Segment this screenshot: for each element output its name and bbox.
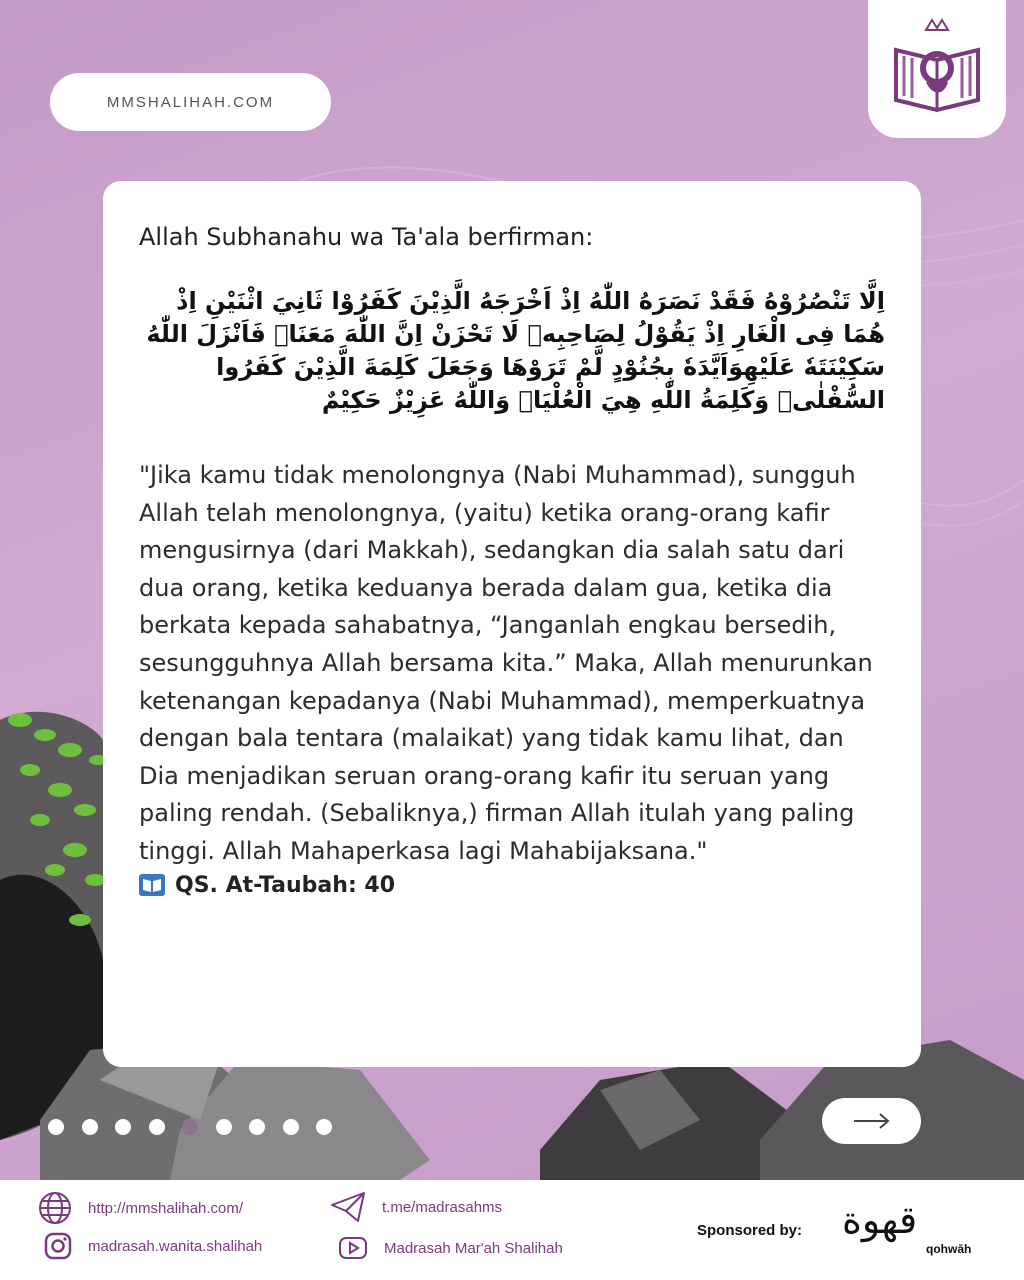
footer-website[interactable] xyxy=(38,1191,243,1225)
next-slide-button[interactable] xyxy=(822,1098,921,1144)
footer-telegram-label: t.me/madrasahms xyxy=(382,1198,503,1216)
verse-card xyxy=(103,181,921,1067)
footer-youtube-label: Madrasah Mar'ah Shalihah xyxy=(384,1239,563,1257)
carousel-dot[interactable] xyxy=(182,1119,198,1135)
instagram-icon xyxy=(44,1232,72,1260)
logo-book-icon xyxy=(882,10,992,120)
footer-instagram[interactable] xyxy=(44,1232,262,1260)
footer-youtube[interactable] xyxy=(338,1236,563,1260)
carousel-dot[interactable] xyxy=(149,1119,165,1135)
carousel-dot[interactable] xyxy=(283,1119,299,1135)
carousel-dot[interactable] xyxy=(115,1119,131,1135)
intro-text: Allah Subhanahu wa Ta'ala berfirman: xyxy=(139,223,594,251)
open-book-icon xyxy=(139,874,165,896)
sponsored-by-label: Sponsored by: xyxy=(697,1222,803,1239)
footer-instagram-label: madrasah.wanita.shalihah xyxy=(88,1237,263,1255)
carousel-dot[interactable] xyxy=(249,1119,265,1135)
telegram-icon xyxy=(330,1191,366,1223)
footer-telegram[interactable] xyxy=(330,1191,502,1223)
sponsor-logo-latin: qohwāh xyxy=(926,1242,972,1256)
youtube-icon xyxy=(338,1236,368,1260)
arabic-verse: اِلَّا تَنْصُرُوْهُ فَقَدْ نَصَرَهُ اللّٰهُ اِذْ اَخْرَجَهُ الَّذِيْنَ كَفَرُوْا ثَانِيَ اثْنَيْنِ اِذْ هُمَا فِى الْغَارِ اِذْ يَقُوْلُ لِصَاحِبِهٖ لَا تَحْزَنْ اِنَّ اللّٰهَ مَعَنَاۚ فَاَنْزَلَ اللّٰهُ سَكِيْنَتَهٗ عَلَيْهِوَاَيَّدَهٗ بِجُنُوْدٍ لَّمْ تَرَوْهَا وَجَعَلَ كَلِمَةَ الَّذِيْنَ كَفَرُوا السُّفْلٰىۗ وَكَلِمَةُ اللّٰهِ هِيَ الْعُلْيَاۗ وَاللّٰهُ عَزِيْزٌ حَكِيْمٌ xyxy=(146,287,885,414)
carousel-dot[interactable] xyxy=(82,1119,98,1135)
sponsor-logo xyxy=(828,1198,978,1264)
website-pill-label: MMSHALIHAH.COM xyxy=(106,93,275,111)
website-pill[interactable] xyxy=(50,73,331,131)
footer-website-label: http://mmshalihah.com/ xyxy=(88,1199,244,1217)
globe-icon xyxy=(38,1191,72,1225)
brand-logo xyxy=(868,0,1006,138)
carousel-dot[interactable] xyxy=(316,1119,332,1135)
verse-translation: "Jika kamu tidak menolongnya (Nabi Muhammad), sungguh Allah telah menolongnya, (yaitu) ketika orang-orang kafir mengusirnya (dari Makkah), sedangkan dia salah satu dari dua orang, ketika keduanya berada dalam gua, ketika dia berkata kepada sahabatnya, “Janganlah engkau bersedih, sesungguhnya Allah bersama kita.” Maka, Allah menurunkan ketenangan kepadanya (Nabi Muhammad), memperkuatnya dengan bala tentara (malaikat) yang tidak kamu lihat, dan Dia menjadikan seruan orang-orang kafir itu seruan yang paling rendah. (Sebaliknya,) firman Allah itulah yang paling tinggi. Allah Mahaperkasa lagi Mahabijaksana." xyxy=(139,461,873,865)
arrow-right-icon xyxy=(852,1111,892,1131)
verse-reference xyxy=(139,873,885,898)
carousel-dot[interactable] xyxy=(216,1119,232,1135)
sponsor-logo-word: قهوة xyxy=(842,1198,918,1242)
verse-reference-label: QS. At-Taubah: 40 xyxy=(175,872,396,898)
carousel-dot[interactable] xyxy=(48,1119,64,1135)
carousel-indicator xyxy=(48,1119,332,1139)
